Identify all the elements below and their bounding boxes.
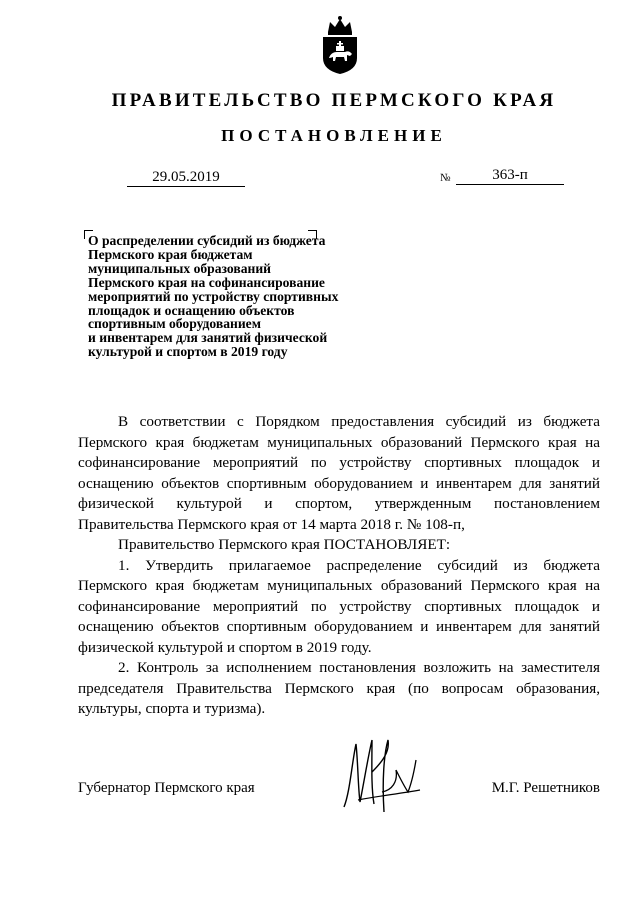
- subject-line: и инвентарем для занятий физической: [88, 330, 328, 346]
- subject-line: спортивным оборудованием: [88, 316, 261, 332]
- signer-position: Губернатор Пермского края: [78, 780, 255, 796]
- document-date: 29.05.2019: [127, 168, 245, 187]
- subject-line: мероприятий по устройству спортивных: [88, 288, 339, 304]
- body-paragraph-item-1: 1. Утвердить прилагаемое распределение субсидий из бюджета Пермского края бюджетам муниципальных образований Пермского края на софинансирование мероприятий по устройству спортивных площадок и оснащению объектов спортивным оборудованием и инвентарем для занятий физической культурой и спортом в 2019 году.: [78, 556, 600, 656]
- document-body: [78, 412, 600, 720]
- body-paragraph-decree: Правительство Пермского края ПОСТАНОВЛЯЕТ:: [118, 536, 451, 553]
- document-subject: [88, 234, 388, 359]
- document-number: 363-п: [456, 166, 564, 185]
- body-paragraph-item-2: 2. Контроль за исполнением постановления возложить на заместителя председателя Правительства Пермского края (по вопросам образования, культуры, спорта и туризма).: [78, 659, 600, 717]
- body-paragraph-preamble: В соответствии с Порядком предоставления субсидий из бюджета Пермского края бюджетам муниципальных образований Пермского края на софинансирование мероприятий по устройству спортивных площадок и оснащению объектов спортивным оборудованием и инвентарем для занятий физической культурой и спортом, утвержденным постановлением Правительства Пермского края от 14 марта 2018 г. № 108-п,: [78, 413, 600, 533]
- government-title: ПРАВИТЕЛЬСТВО ПЕРМСКОГО КРАЯ: [111, 90, 557, 111]
- handwritten-signature: [338, 732, 438, 822]
- subject-line: муниципальных образований: [88, 260, 272, 276]
- coat-of-arms-icon: [319, 14, 361, 76]
- subject-line: Пермского края бюджетам: [88, 246, 253, 262]
- subject-line: О распределении субсидий из бюджета: [88, 233, 326, 248]
- subject-line: площадок и оснащению объектов: [88, 302, 295, 318]
- number-sign: №: [440, 172, 451, 184]
- subject-line: Пермского края на софинансирование: [88, 274, 325, 290]
- document-type: ПОСТАНОВЛЕНИЕ: [221, 126, 447, 145]
- signer-name: М.Г. Решетников: [491, 780, 600, 796]
- subject-line: культурой и спортом в 2019 году: [88, 344, 288, 360]
